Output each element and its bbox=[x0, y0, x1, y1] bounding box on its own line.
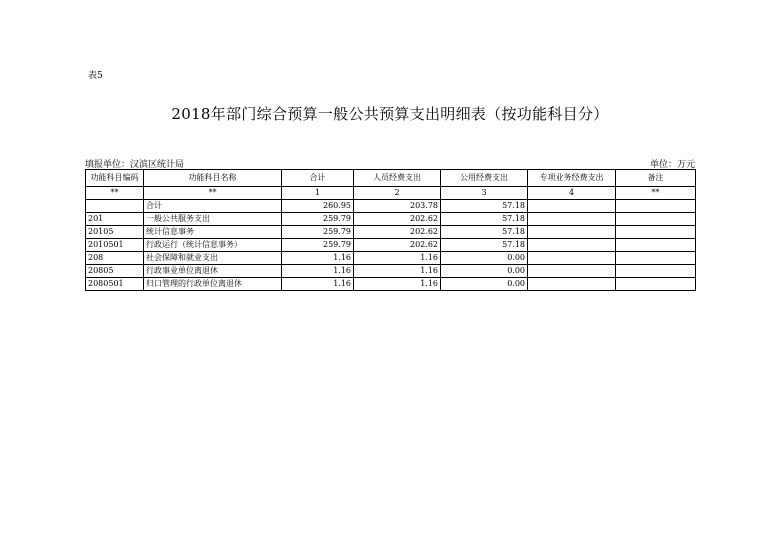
reporting-unit: 填报单位：汉滨区统计局 bbox=[85, 160, 185, 170]
header-total: 合计 bbox=[282, 170, 354, 187]
page-title: 2018年部门综合预算一般公共预算支出明细表（按功能科目分） bbox=[171, 105, 609, 123]
total-cell: 259.79 bbox=[282, 226, 354, 239]
special-cell bbox=[528, 226, 616, 239]
page-label: 表5 bbox=[88, 71, 103, 81]
index-cell: 2 bbox=[354, 187, 441, 200]
public-cell: 0.00 bbox=[441, 265, 528, 278]
public-cell: 57.18 bbox=[441, 213, 528, 226]
table-row bbox=[86, 213, 696, 226]
name-cell: 归口管理的行政单位离退休 bbox=[144, 278, 282, 291]
code-cell: 2010501 bbox=[86, 239, 144, 252]
table-row bbox=[86, 239, 696, 252]
header-remark: 备注 bbox=[616, 170, 696, 187]
personnel-cell: 1.16 bbox=[354, 265, 441, 278]
index-row bbox=[86, 187, 696, 200]
special-cell bbox=[528, 265, 616, 278]
public-cell: 57.18 bbox=[441, 239, 528, 252]
header-function-name: 功能科目名称 bbox=[144, 170, 282, 187]
public-cell: 0.00 bbox=[441, 252, 528, 265]
remark-cell bbox=[616, 278, 696, 291]
budget-table bbox=[85, 169, 696, 291]
index-cell: ** bbox=[616, 187, 696, 200]
table-row bbox=[86, 200, 696, 213]
total-cell: 1.16 bbox=[282, 252, 354, 265]
code-cell bbox=[86, 200, 144, 213]
header-special: 专项业务经费支出 bbox=[528, 170, 616, 187]
table-row bbox=[86, 252, 696, 265]
index-cell: 4 bbox=[528, 187, 616, 200]
code-cell: 208 bbox=[86, 252, 144, 265]
public-cell: 57.18 bbox=[441, 200, 528, 213]
personnel-cell: 1.16 bbox=[354, 252, 441, 265]
special-cell bbox=[528, 200, 616, 213]
unit-row bbox=[85, 157, 695, 169]
name-cell: 统计信息事务 bbox=[144, 226, 282, 239]
special-cell bbox=[528, 278, 616, 291]
personnel-cell: 1.16 bbox=[354, 278, 441, 291]
header-function-code: 功能科目编码 bbox=[86, 170, 144, 187]
index-cell: 1 bbox=[282, 187, 354, 200]
public-cell: 57.18 bbox=[441, 226, 528, 239]
remark-cell bbox=[616, 200, 696, 213]
index-cell: ** bbox=[144, 187, 282, 200]
special-cell bbox=[528, 252, 616, 265]
code-cell: 201 bbox=[86, 213, 144, 226]
header-personnel: 人员经费支出 bbox=[354, 170, 441, 187]
special-cell bbox=[528, 213, 616, 226]
total-cell: 1.16 bbox=[282, 278, 354, 291]
code-cell: 2080501 bbox=[86, 278, 144, 291]
table-row bbox=[86, 278, 696, 291]
table-row bbox=[86, 265, 696, 278]
code-cell: 20105 bbox=[86, 226, 144, 239]
remark-cell bbox=[616, 265, 696, 278]
index-cell: 3 bbox=[441, 187, 528, 200]
remark-cell bbox=[616, 213, 696, 226]
table-header-row bbox=[86, 170, 696, 187]
remark-cell bbox=[616, 252, 696, 265]
name-cell: 行政运行（统计信息事务） bbox=[144, 239, 282, 252]
index-cell: ** bbox=[86, 187, 144, 200]
remark-cell bbox=[616, 226, 696, 239]
personnel-cell: 203.78 bbox=[354, 200, 441, 213]
total-cell: 259.79 bbox=[282, 213, 354, 226]
personnel-cell: 202.62 bbox=[354, 213, 441, 226]
total-cell: 259.79 bbox=[282, 239, 354, 252]
special-cell bbox=[528, 239, 616, 252]
public-cell: 0.00 bbox=[441, 278, 528, 291]
currency-unit: 单位：万元 bbox=[649, 160, 695, 170]
table-row bbox=[86, 226, 696, 239]
total-cell: 1.16 bbox=[282, 265, 354, 278]
personnel-cell: 202.62 bbox=[354, 239, 441, 252]
total-cell: 260.95 bbox=[282, 200, 354, 213]
name-cell: 一般公共服务支出 bbox=[144, 213, 282, 226]
code-cell: 20805 bbox=[86, 265, 144, 278]
name-cell: 合计 bbox=[144, 200, 282, 213]
name-cell: 社会保障和就业支出 bbox=[144, 252, 282, 265]
name-cell: 行政事业单位离退休 bbox=[144, 265, 282, 278]
personnel-cell: 202.62 bbox=[354, 226, 441, 239]
header-public: 公用经费支出 bbox=[441, 170, 528, 187]
remark-cell bbox=[616, 239, 696, 252]
